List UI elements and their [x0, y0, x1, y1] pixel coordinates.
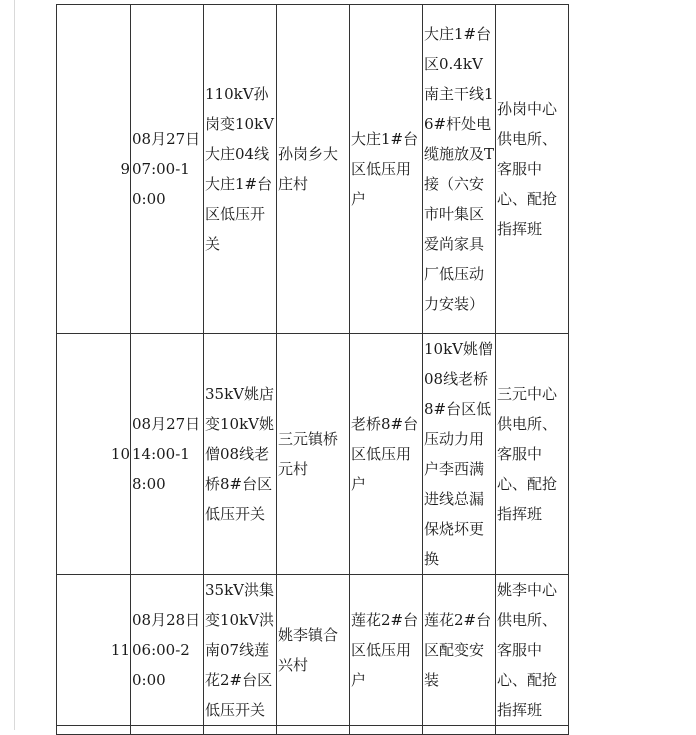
outage-device: 35kV洪集变10kV洪南07线莲花2#台区低压开关	[204, 575, 277, 726]
empty-cell	[204, 726, 277, 735]
outage-time: 08月27日07:00-10:00	[131, 5, 204, 334]
responsible-unit: 孙岗中心供电所、客服中心、配抢指挥班	[496, 5, 569, 334]
outage-device: 110kV孙岗变10kV大庄04线大庄1#台区低压开关	[204, 5, 277, 334]
table-row	[57, 575, 569, 726]
outage-area: 姚李镇合兴村	[277, 575, 350, 726]
work-content: 10kV姚僧08线老桥8#台区低压动力用户李西满进线总漏保烧坏更换	[423, 334, 496, 575]
row-number-cell	[57, 726, 131, 735]
outage-device: 35kV姚店变10kV姚僧08线老桥8#台区低压开关	[204, 334, 277, 575]
empty-cell	[277, 726, 350, 735]
empty-cell	[131, 726, 204, 735]
work-content: 大庄1#台区0.4kV南主干线16#杆处电缆施放及T接（六安市叶集区爱尚家具厂低压动力安装）	[423, 5, 496, 334]
affected-users: 老桥8#台区低压用户	[350, 334, 423, 575]
outage-time: 08月27日14:00-18:00	[131, 334, 204, 575]
row-number: 10	[57, 334, 131, 575]
outage-schedule-table	[56, 4, 569, 735]
table-row-partial	[57, 726, 569, 735]
responsible-unit: 三元中心供电所、客服中心、配抢指挥班	[496, 334, 569, 575]
row-number: 11	[57, 575, 131, 726]
affected-users: 莲花2#台区低压用户	[350, 575, 423, 726]
row-number: 9	[57, 5, 131, 334]
page-left-rule	[14, 0, 15, 730]
work-content: 莲花2#台区配变安装	[423, 575, 496, 726]
empty-cell	[423, 726, 496, 735]
outage-time: 08月28日06:00-20:00	[131, 575, 204, 726]
empty-cell	[496, 726, 569, 735]
responsible-unit: 姚李中心供电所、客服中心、配抢指挥班	[496, 575, 569, 726]
table-row	[57, 334, 569, 575]
affected-users: 大庄1#台区低压用户	[350, 5, 423, 334]
outage-area: 孙岗乡大庄村	[277, 5, 350, 334]
empty-cell	[350, 726, 423, 735]
table-row	[57, 5, 569, 334]
outage-area: 三元镇桥元村	[277, 334, 350, 575]
